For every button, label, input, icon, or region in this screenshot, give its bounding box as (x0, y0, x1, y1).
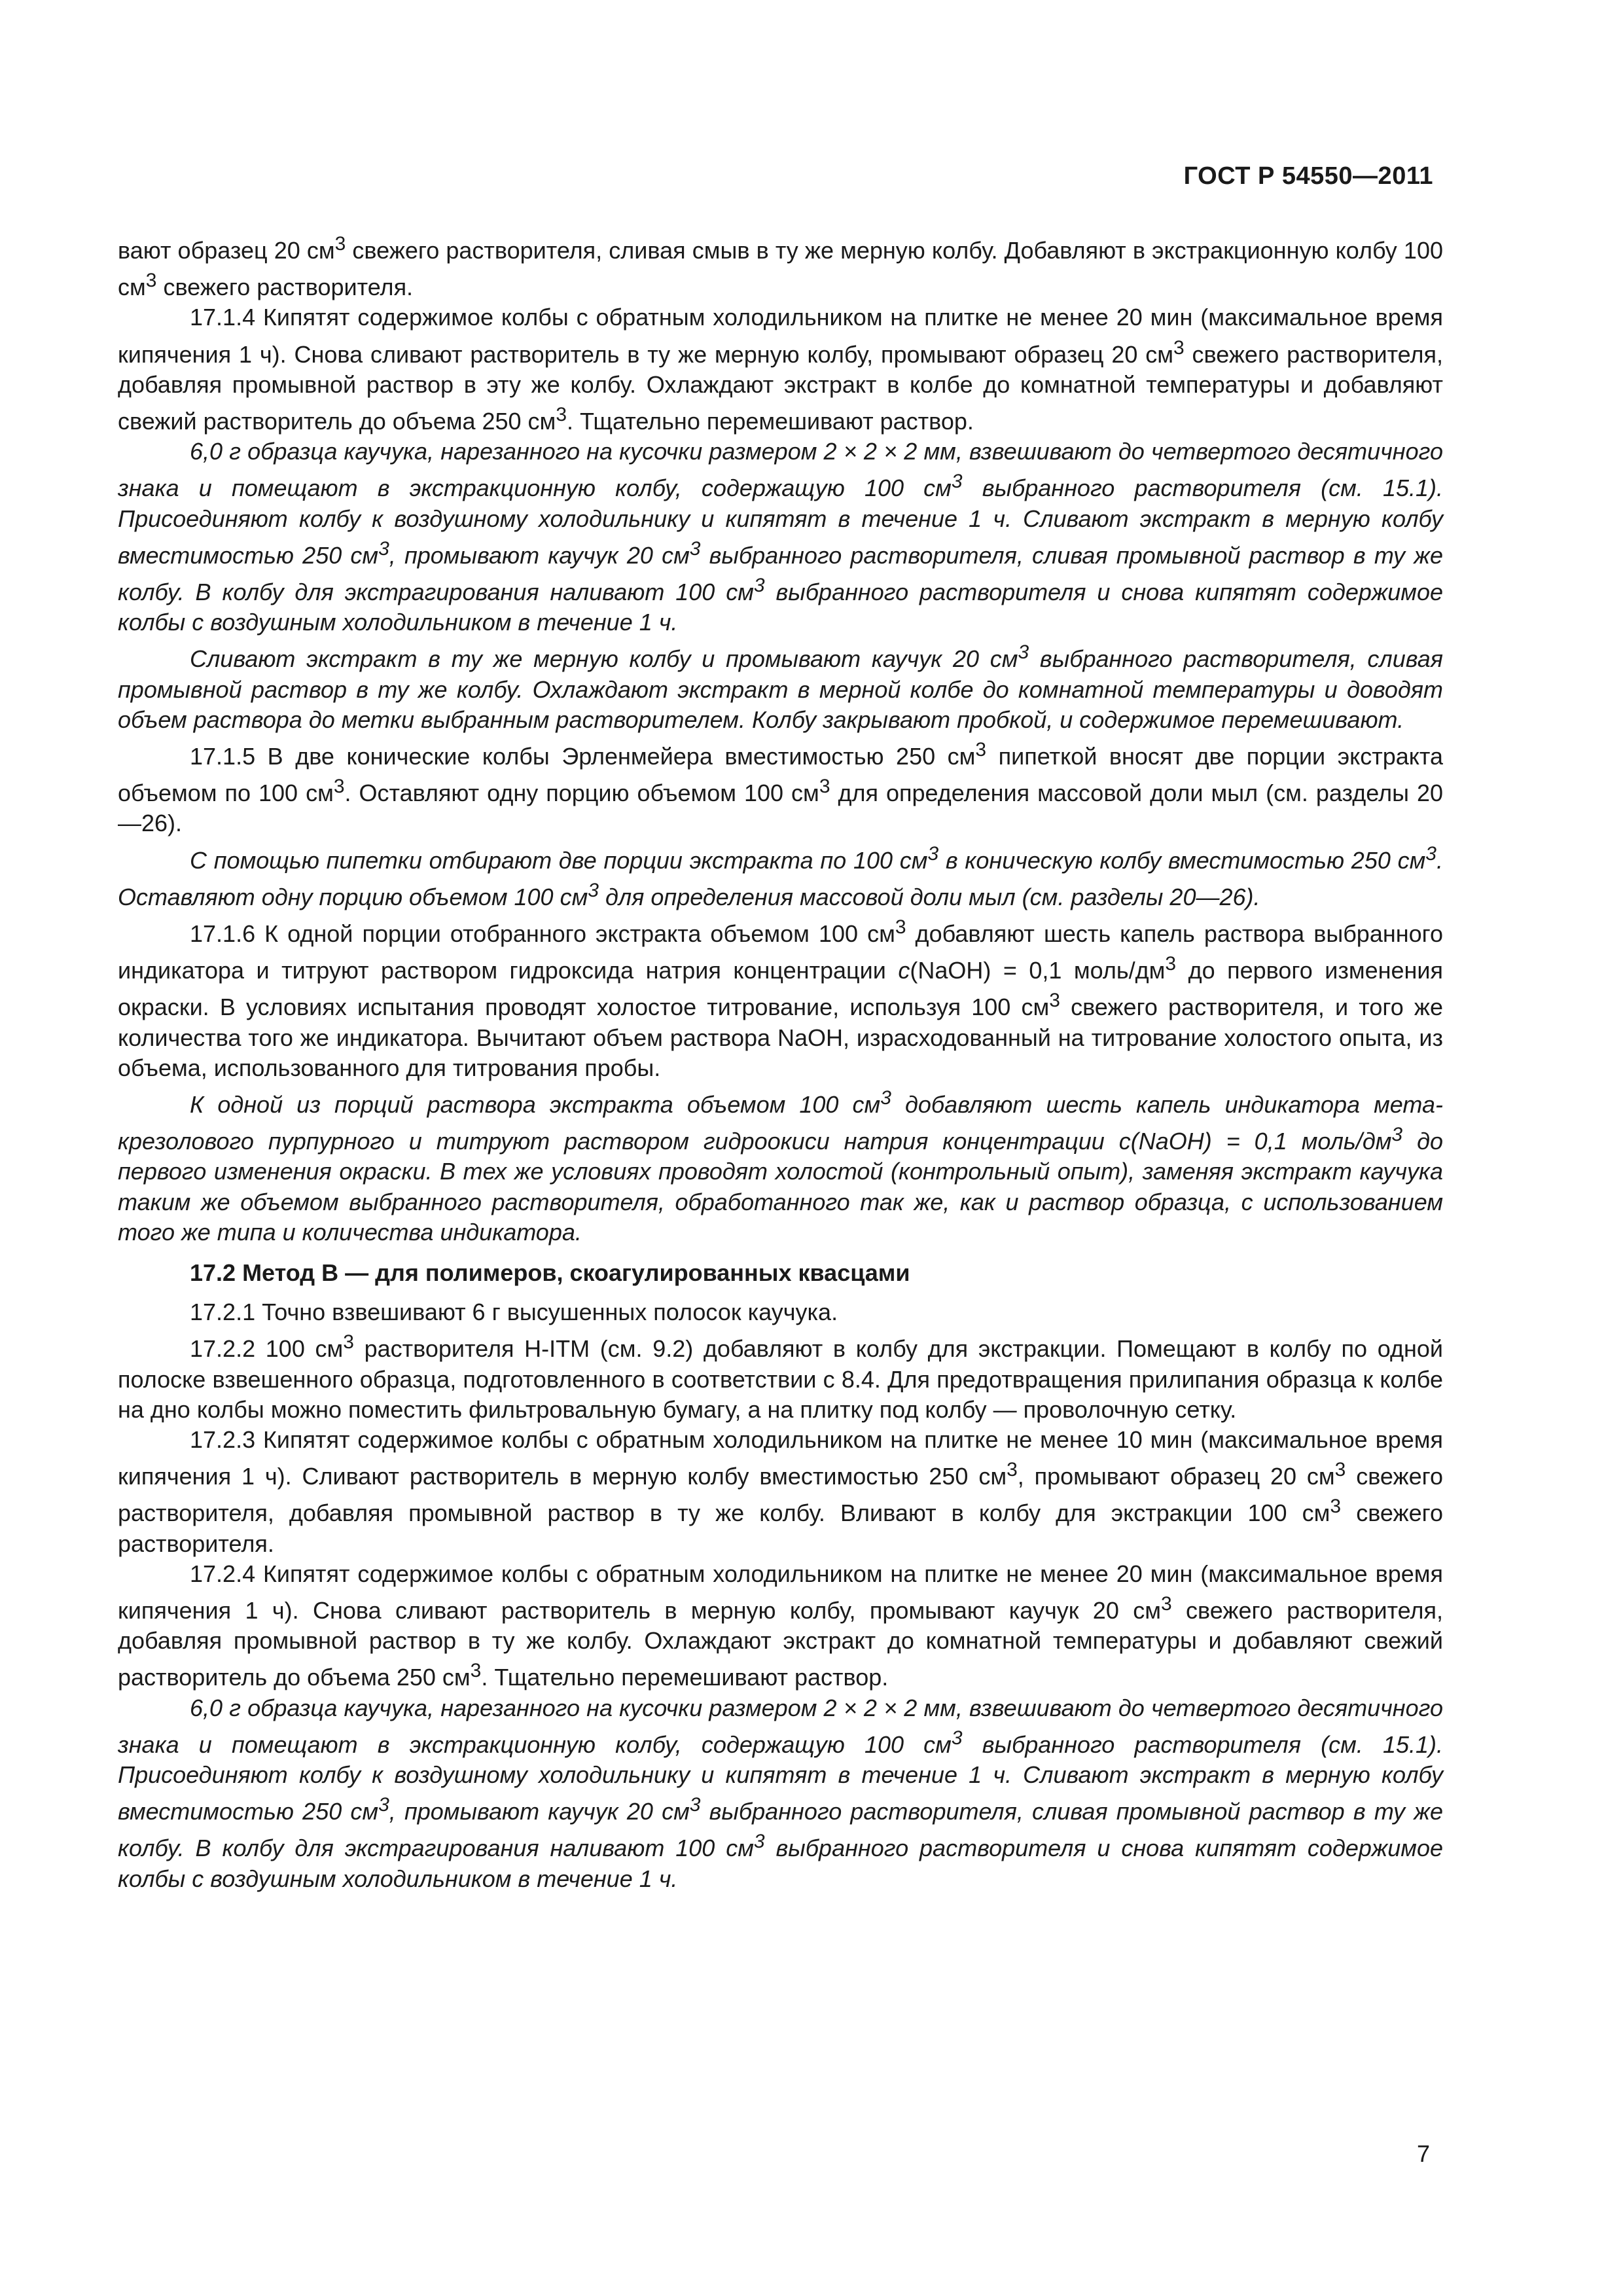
paragraph: 17.2.3 Кипятят содержимое колбы с обратным холодильником на плитке не менее 10 мин (максимальное время кипячения 1 ч). Сливают растворитель в мерную колбу вместимостью 250 $см^3$, промывают образец 20 $см^3$ свежего растворителя, добавляя промывной раствор в ту же колбу. Вливают в колбу для экстракции 100 $см^3$ свежего растворителя. (118, 1426, 1444, 1557)
paragraph: 17.1.5 В две конические колбы Эрленмейера вместимостью 250 $см^3$ пипеткой вносят две порции экстракта объемом по 100 $см^3$. Оставляют одну порцию объемом 100 $см^3$ для определения массовой доли мыл (см. разделы 20—26). (118, 739, 1444, 837)
document-body (118, 229, 1443, 1894)
italic-paragraph: 6,0 г образца каучука, нарезанного на кусочки размером 2 × 2 × 2 мм, взвешивают до четвертого десятичного знака и помещают в экстракционную колбу, содержащую 100 $см^3$ выбранного растворителя (см. 15.1). Присоединяют колбу к воздушному холодильнику и кипятят в течение 1 ч. Сливают экстракт в мерную колбу вместимостью 250 $см^3$, промывают каучук 20 $см^3$ выбранного растворителя, сливая промывной раствор в ту же колбу. В колбу для экстрагирования наливают 100 $см^3$ выбранного растворителя и снова кипятят содержимое колбы с воздушным холодильником в течение 1 ч. (118, 1694, 1443, 1892)
italic-paragraph: К одной из порций раствора экстракта объемом 100 $см^3$ добавляют шесть капель индикатора мета-крезолового пурпурного и титруют раствором гидроокиси натрия концентрации с(NaOH) = 0,1 моль/$дм^3$ до первого изменения окраски. В тех же условиях проводят холостой (контрольный опыт), заменяя экстракт каучука таким же объемом выбранного растворителя, обработанного так же, как и раствор образца, с использованием того же типа и количества индикатора. (118, 1087, 1443, 1246)
document-code-header: ГОСТ Р 54550—2011 (1183, 162, 1433, 190)
paragraph: вают образец 20 $см^3$ свежего растворителя, сливая смыв в ту же мерную колбу. Добавляют в экстракционную колбу 100 $см^3$ свежего растворителя. (118, 233, 1443, 301)
paragraph: 17.2.4 Кипятят содержимое колбы с обратным холодильником на плитке не менее 20 мин (максимальное время кипячения 1 ч). Снова сливают растворитель в мерную колбу, промывают каучук 20 $см^3$ свежего растворителя, добавляя промывной раствор в ту же колбу. Охлаждают экстракт до комнатной температуры и добавляют свежий растворитель до объема 250 $см^3$. Тщательно перемешивают раствор. (118, 1560, 1443, 1691)
paragraph: 17.2.2 100 $см^3$ растворителя Н-ITM (см. 9.2) добавляют в колбу для экстракции. Помещают в колбу по одной полоске взвешенного образца, подготовленного в соответствии с 8.4. Для предотвращения прилипания образца к колбе на дно колбы можно поместить фильтровальную бумагу, а на плитку под колбу — проволочную сетку. (118, 1331, 1443, 1423)
paragraph: 17.1.4 Кипятят содержимое колбы с обратным холодильником на плитке не менее 20 мин (максимальное время кипячения 1 ч). Снова сливают растворитель в ту же мерную колбу, промывают образец 20 $см^3$ свежего растворителя, добавляя промывной раствор в эту же колбу. Охлаждают экстракт в колбе до комнатной температуры и добавляют свежий растворитель до объема 250 $см^3$. Тщательно перемешивают раствор. (118, 304, 1443, 435)
paragraph: 17.1.6 К одной порции отобранного экстракта объемом 100 $см^3$ добавляют шесть капель раствора выбранного индикатора и титруют раствором гидроксида натрия концентрации с(NaOH) = 0,1 моль/$дм^3$ до первого изменения окраски. В условиях испытания проводят холостое титрование, используя 100 $см^3$ свежего растворителя, и того же количества того же индикатора. Вычитают объем раствора NaOH, израсходованный на титрование холостого опыта, из объема, использованного для титрования пробы. (118, 916, 1443, 1081)
italic-paragraph: 6,0 г образца каучука, нарезанного на кусочки размером 2 × 2 × 2 мм, взвешивают до четвертого десятичного знака и помещают в экстракционную колбу, содержащую 100 $см^3$ выбранного растворителя (см. 15.1). Присоединяют колбу к воздушному холодильнику и кипятят в течение 1 ч. Сливают экстракт в мерную колбу вместимостью 250 $см^3$, промывают каучук 20 $см^3$ выбранного растворителя, сливая промывной раствор в ту же колбу. В колбу для экстрагирования наливают 100 $см^3$ выбранного растворителя и снова кипятят содержимое колбы с воздушным холодильником в течение 1 ч. (118, 438, 1443, 636)
italic-paragraph: Сливают экстракт в ту же мерную колбу и промывают каучук 20 $см^3$ выбранного растворителя, сливая промывной раствор в ту же колбу. Охлаждают экстракт в мерной колбе до комнатной температуры и доводят объем раствора до метки выбранным растворителем. Колбу закрывают пробкой, и содержимое перемешивают. (118, 641, 1443, 733)
section-heading: 17.2 Метод В — для полимеров, скоагулированных квасцами (190, 1259, 910, 1287)
paragraph: 17.2.1 Точно взвешивают 6 г высушенных полосок каучука. (190, 1299, 838, 1326)
italic-paragraph: С помощью пипетки отбирают две порции экстракта по 100 $см^3$ в коническую колбу вместимостью 250 $см^3$. Оставляют одну порцию объемом 100 $см^3$ для определения массовой доли мыл (см. разделы 20—26). (118, 842, 1443, 910)
page-number: 7 (1416, 2140, 1430, 2167)
